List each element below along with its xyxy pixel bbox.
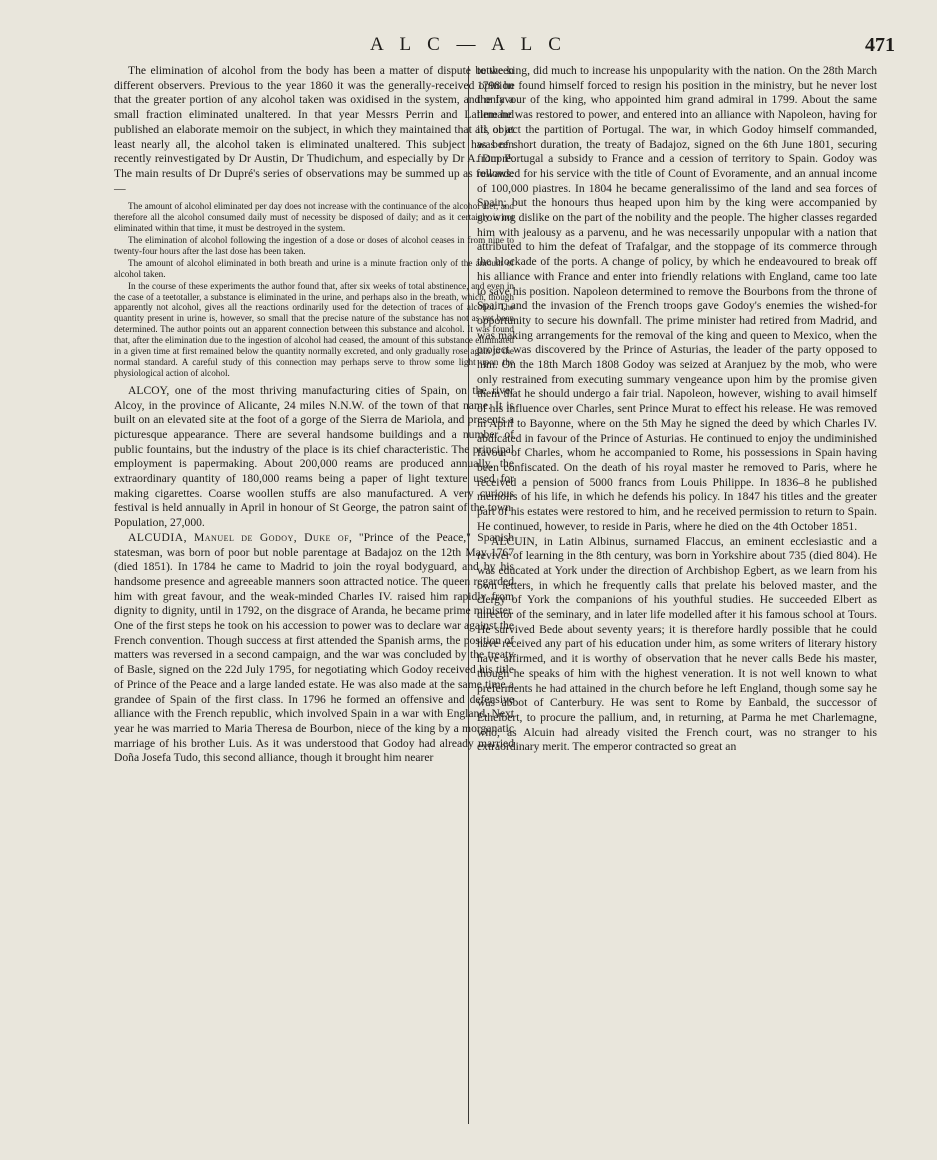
alcudia-headword: ALCUDIA, Manuel de Godoy, Duke of, bbox=[128, 530, 353, 544]
page-header bbox=[0, 34, 937, 62]
alcudia-entry bbox=[114, 531, 514, 766]
summary-paragraph: The elimination of alcohol following the ingestion of a dose or doses of alcohol ceases in from nine to twenty-four hours after the last dose has been taken. bbox=[114, 235, 514, 256]
alcudia-continuation: to the king, did much to increase his unpopularity with the nation. On the 28th March 1798 he found himself forced to resign his position in the ministry, but he never lost the favour of the king, who appointed him grand admiral in 1799. About the same time he was restored to power, and entered into an alliance with Napoleon, having for its object the partition of Portugal. The war, in which Godoy himself commanded, was of short duration, the treaty of Badajoz, signed on the 6th June 1801, securing from Portugal a subsidy to France and a cession of territory to Spain. Godoy was rewarded for his service with the title of Count of Evoramente, and an annual income of 100,000 piastres. In 1804 he became generalissimo of the land and sea forces of Spain; but the honours thus heaped upon him by the king were accompanied by growing dislike on the part of the nobility and the people. The higher classes regarded him with jealousy as a parvenu, and he was necessarily unpopular with a nation that attributed to him the defeat of Trafalgar, and the stoppage of its commerce through the blockade of the ports. A change of policy, by which he endeavoured to break off his alliance with France and enter into friendly relations with England, came too late to save his position. Napoleon determined to remove the Bourbons from the throne of Spain, and the invasion of the French troops gave Godoy's enemies the wished-for opportunity to secure his downfall. The prime minister had retired from Madrid, and was making arrangements for the removal of the king and queen to Mexico, when the project was discovered by the Prince of Asturias, the leader of the party opposed to him. On the 18th March 1808 Godoy was seized at Aranjuez by the mob, who were only restrained from executing summary vengeance upon him by the promise given them that he should undergo a fair trial. Napoleon, however, wishing to avail himself of his influence over Charles, sent Prince Murat to effect his release. He was removed in April to Bayonne, where on the 5th May he signed the deed by which Charles IV. abdicated in favour of the Prince of Asturias. He continued to enjoy the undiminished favour of Charles, whom he accompanied to Rome, his possessions in Spain having been confiscated. On the death of his royal master he removed to Paris, where he received a pension of 5000 francs from Louis Philippe. In 1836–8 he published memoirs of his life, in which he defends his policy. In 1847 his titles and the greater part of his estates were restored to him, and he received permission to return to Spain. He continued, however, to reside in Paris, where he died on the 4th October 1851. bbox=[477, 64, 877, 533]
alcuin-entry: ALCUIN, in Latin Albinus, surnamed Flaccus, an eminent ecclesiastic and a reviver of learning in the 8th century, was born in Yorkshire about 735 (died 804). He was educated at York under the direction of Archbishop Egbert, as we learn from his own letters, in which he frequently calls that prelate his beloved master, and the clergy of York the companions of his youthful studies. He succeeded Elbert as director of the seminary, and in later life modelled after it his famous school at Tours. He survived Bede about seventy years; it is therefore hardly possible that he could have received any part of his education under him, as some writers of literary history have affirmed, and it is worthy of observation that he never calls Bede his master, though he speaks of him with the highest veneration. It is not well known to what preferments he had attained in the church before he left England, though some say he was abbot of Canterbury. He was sent to Rome by Eanbald, the successor of Ethelbert, to procure the pallium, and, in returning, at Parma he met Charlemagne, who, as Alcuin had already visited the French court, was no stranger to his extraordinary merit. The emperor contracted so great an bbox=[477, 534, 877, 754]
summary-paragraph: The amount of alcohol eliminated per day does not increase with the continuance of the alcohol diet; and therefore all the alcohol consumed daily must of necessity be disposed of daily; and as it certainly is not eliminated within that time, it must be destroyed in the system. bbox=[114, 201, 514, 234]
alcudia-text: "Prince of the Peace," Spanish statesman, was born of poor but noble parentage at Badajoz on the 12th May 1767 (died 1851). In 1784 he came to Madrid to join the royal bodyguard, and by his handsome presence and agreeable manners soon attracted notice. The queen regarded him with great favour, and the weak-minded Charles IV. raised him rapidly from dignity to dignity, until in 1792, on the disgrace of Aranda, he became prime minister. One of the first steps he took on his accession to power was to declare war against the French convention. Though success at first attended the Spanish arms, the position of matters was reversed in a second campaign, and the war was concluded by the treaty of Basle, signed on the 22d July 1795, for negotiating which Godoy received his title of Prince of the Peace and a large landed estate. He was also made at the same time a grandee of Spain of the first class. In 1796 he formed an offensive and defensive alliance with the French republic, which involved Spain in a war with England. Next year he was married to Maria Theresa de Bourbon, niece of the king by a morganatic marriage of his brother Luis. As it was understood that Godoy had already married Doña Josefa Tudo, this second alliance, though it brought him nearer bbox=[114, 530, 514, 765]
dupre-summary bbox=[114, 201, 514, 379]
right-column bbox=[477, 64, 877, 755]
summary-paragraph: The amount of alcohol eliminated in both breath and urine is a minute fraction only of the amount of alcohol taken. bbox=[114, 257, 514, 279]
alcohol-intro-paragraph: The elimination of alcohol from the body has been a matter of dispute between different observers. Previous to the year 1860 it was the generally-received opinion that the greater portion of any alcohol taken was oxidised in the system, and only a small fraction eliminated unaltered. In that year Messrs Perrin and Lallemand published an elaborate memoir on the subject, in which they maintained that all, or at least nearly all, the alcohol taken is eliminated unaltered. This subject has been recently reinvestigated by Dr Austin, Dr Thudichum, and especially by Dr A. Dupré. The main results of Dr Dupré's series of observations may be summed up as follows:— bbox=[114, 64, 514, 195]
left-column bbox=[114, 64, 514, 766]
running-head: A L C — A L C bbox=[370, 34, 567, 55]
alcoy-entry: ALCOY, one of the most thriving manufacturing cities of Spain, on the river Alcoy, in the province of Alicante, 24 miles N.N.W. of the town of that name. It is built on an elevated site at the foot of a gorge of the Sierra de Mariola, and presents a picturesque appearance. There are several handsome buildings and a number of public fountains, but the industry of the place is its chief characteristic. The principal employment is papermaking. About 200,000 reams are produced annually, the extraordinary quantity of 180,000 reams being a paper of light texture used for making cigarettes. Coarse woollen stuffs are also manufactured. A very curious festival is held annually in April in honour of St George, the patron saint of the town. Population, 27,000. bbox=[114, 383, 514, 530]
summary-paragraph: In the course of these experiments the author found that, after six weeks of total abstinence, and even in the case of a teetotaller, a substance is eliminated in the urine, and perhaps also in the breath, which, though apparently not alcohol, gives all the reactions ordinarily used for the detection of traces of alcohol. The quantity present in urine is, however, so small that the precise nature of the substance has not as yet been determined. The author points out an apparent connection between this substance and alcohol. It was found that, after the elimination due to the ingestion of alcohol had ceased, the amount of this substance eliminated in a given time at first remained below the quantity normally excreted, and only gradually rose again to the normal standard. A careful study of this connection may perhaps serve to throw some light upon the physiological action of alcohol. bbox=[114, 280, 514, 378]
page-number: 471 bbox=[865, 34, 895, 56]
